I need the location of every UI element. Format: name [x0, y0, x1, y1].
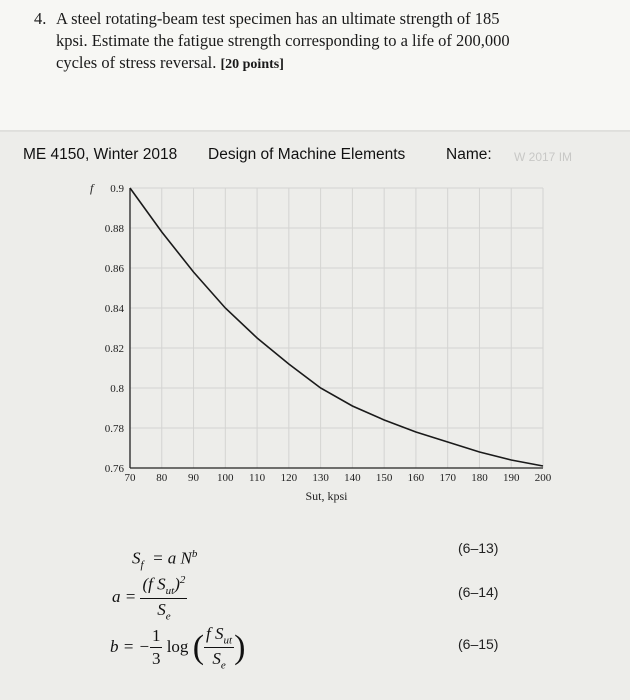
y-tick-label: 0.8: [110, 383, 124, 395]
x-tick-label: 130: [312, 472, 329, 484]
y-tick-label: 0.84: [104, 303, 124, 315]
problem-sheet: [0, 0, 630, 132]
x-tick-label: 180: [471, 472, 488, 484]
problem-line-3-text: cycles of stress reversal.: [56, 53, 217, 72]
equation-6-13-label: (6–13): [458, 540, 499, 556]
series-line: [130, 188, 543, 466]
x-tick-label: 70: [124, 472, 136, 484]
x-tick-label: 170: [439, 472, 456, 484]
y-tick-label: 0.88: [104, 223, 124, 235]
x-tick-label: 110: [249, 472, 266, 484]
equation-6-15: b = − $\frac{1}{3}$ log ( $\frac{f S_{ut}}{S_e}$ ): [110, 624, 246, 672]
x-tick-label: 200: [534, 472, 552, 484]
problem-statement: [34, 8, 576, 76]
chart-svg: [68, 170, 568, 515]
problem-line-1: A steel rotating-beam test specimen has an ultimate strength of 185: [56, 9, 500, 28]
y-tick-label: 0.86: [104, 263, 124, 275]
x-tick-label: 100: [217, 472, 234, 484]
y-tick-label: 0.78: [104, 423, 124, 435]
fatigue-strength-fraction-chart: [68, 170, 568, 515]
problem-number: 4.: [34, 9, 47, 28]
course-title: Design of Machine Elements: [208, 146, 406, 163]
equation-6-14-label: (6–14): [458, 584, 499, 600]
x-tick-label: 190: [502, 472, 520, 484]
y-tick-label: 0.9: [110, 183, 124, 195]
x-axis-label: Sut, kpsi: [305, 489, 348, 503]
x-tick-label: 160: [407, 472, 425, 484]
course-label: ME 4150, Winter 2018: [23, 146, 178, 163]
x-tick-label: 140: [344, 472, 361, 484]
equation-6-14: a = $\frac{(f S_{ut})^2}{S_e}$: [112, 574, 186, 623]
problem-line-3: [56, 52, 576, 76]
y-tick-label: 0.76: [104, 463, 124, 475]
y-axis-label: f: [90, 181, 94, 195]
problem-points: [20 points]: [220, 57, 284, 72]
x-tick-label: 80: [156, 472, 168, 484]
problem-line-2: kpsi. Estimate the fatigue strength corresponding to a life of 200,000: [56, 31, 510, 50]
y-tick-label: 0.82: [104, 343, 124, 355]
name-label: Name:: [446, 146, 492, 163]
x-tick-label: 90: [188, 472, 200, 484]
equation-6-15-label: (6–15): [458, 636, 499, 652]
x-tick-label: 150: [375, 472, 393, 484]
faint-bleed-text: W 2017 IM: [514, 150, 573, 164]
x-tick-label: 120: [280, 472, 298, 484]
equation-6-13: $S_f = a$ $N^b$: [132, 548, 198, 572]
